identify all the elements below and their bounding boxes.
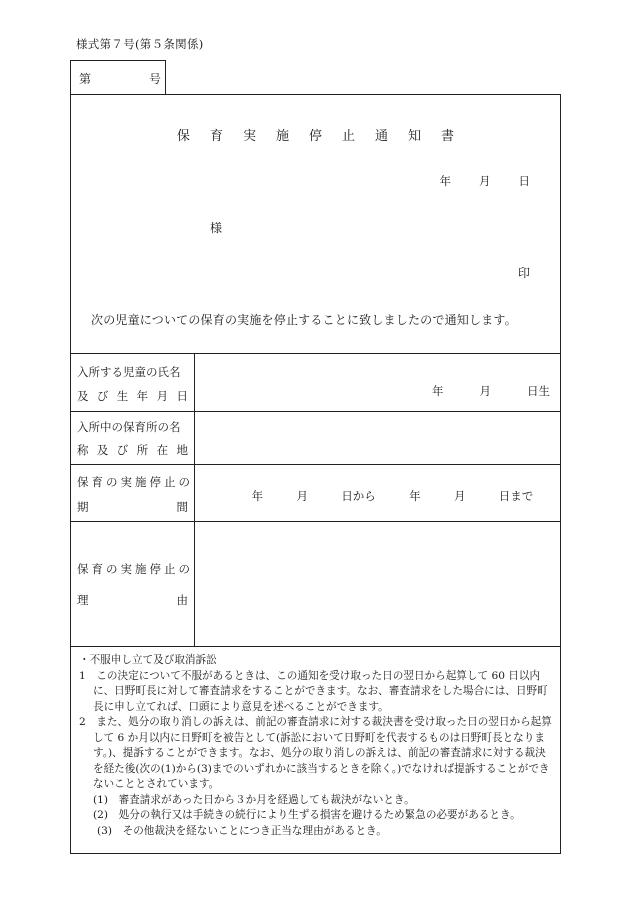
facility-row xyxy=(71,411,560,465)
document-title: 保 育 実 施 停 止 通 知 書 xyxy=(176,129,455,144)
appeal-item-2: 2 また、処分の取り消しの訴えは、前記の審査請求に対する裁決書を受け取った日の翌日から起算して 6 か月以内に日野町を被告として(訴訟において日野町を代表するものは日野町長となります。)、提訴することができます。なお、処分の取り消しの訴えは、前記の審査請求に対する裁決を経た後(次の(1)から(3)までのいずれかに該当するときを除く。)でなければ提訴することができないこととされています。 xyxy=(79,716,552,790)
child-info-label: 入所する児童の氏名 及 び 生 年 月 日 xyxy=(71,354,195,412)
appeal-section xyxy=(71,646,560,853)
period-row xyxy=(71,464,560,522)
appeal-heading: ・不服申し立て及び取消訴訟 xyxy=(79,654,217,666)
child-info-row xyxy=(71,353,560,412)
appeal-sub-2: (2) 処分の執行又は手続きの続行により生ずる損害を避けるため緊急の必要があるとき。 xyxy=(93,809,521,821)
addressee-suffix: 様 xyxy=(210,221,223,235)
appeal-sub-1: (1) 審査請求があった日から３か月を経過しても裁決がないとき。 xyxy=(93,793,415,806)
number-prefix: 第 xyxy=(79,72,92,86)
document-number-box xyxy=(70,60,166,95)
reason-field[interactable] xyxy=(195,522,560,647)
appeal-item-1: 1 この決定について不服があるときは、この通知を受け取った日の翌日から起算して 60 日以内に、日野町長に対して審査請求をすることができます。なお、審査請求をした場合には、日野町長に申し立てれば、口頭により意見を述べることができます。 xyxy=(79,669,548,713)
reason-row xyxy=(71,521,560,647)
birth-date: 年 月 日生 xyxy=(432,384,550,398)
period-field[interactable] xyxy=(195,465,560,522)
period-values: 年 月 日から 年 月 日まで xyxy=(251,489,534,503)
facility-field[interactable] xyxy=(195,412,560,465)
issue-date: 年 月 日 xyxy=(439,174,530,188)
appeal-sub-3: (3) その他裁決を経ないことにつき正当な理由があるとき。 xyxy=(97,824,387,837)
notice-text: 次の児童についての保育の実施を停止することに致しましたので通知します。 xyxy=(91,313,517,327)
period-label: 保育の実施停止の 期 間 xyxy=(71,465,195,522)
facility-label: 入所中の保育所の名 称 及 び 所 在 地 xyxy=(71,412,195,465)
reason-label: 保育の実施停止の 理 由 xyxy=(71,522,195,647)
child-info-field[interactable] xyxy=(195,354,560,412)
form-number-label: 様式第７号(第５条関係) xyxy=(76,37,204,51)
number-suffix: 号 xyxy=(149,72,162,86)
seal-mark: 印 xyxy=(517,266,530,280)
notice-form xyxy=(70,94,561,854)
